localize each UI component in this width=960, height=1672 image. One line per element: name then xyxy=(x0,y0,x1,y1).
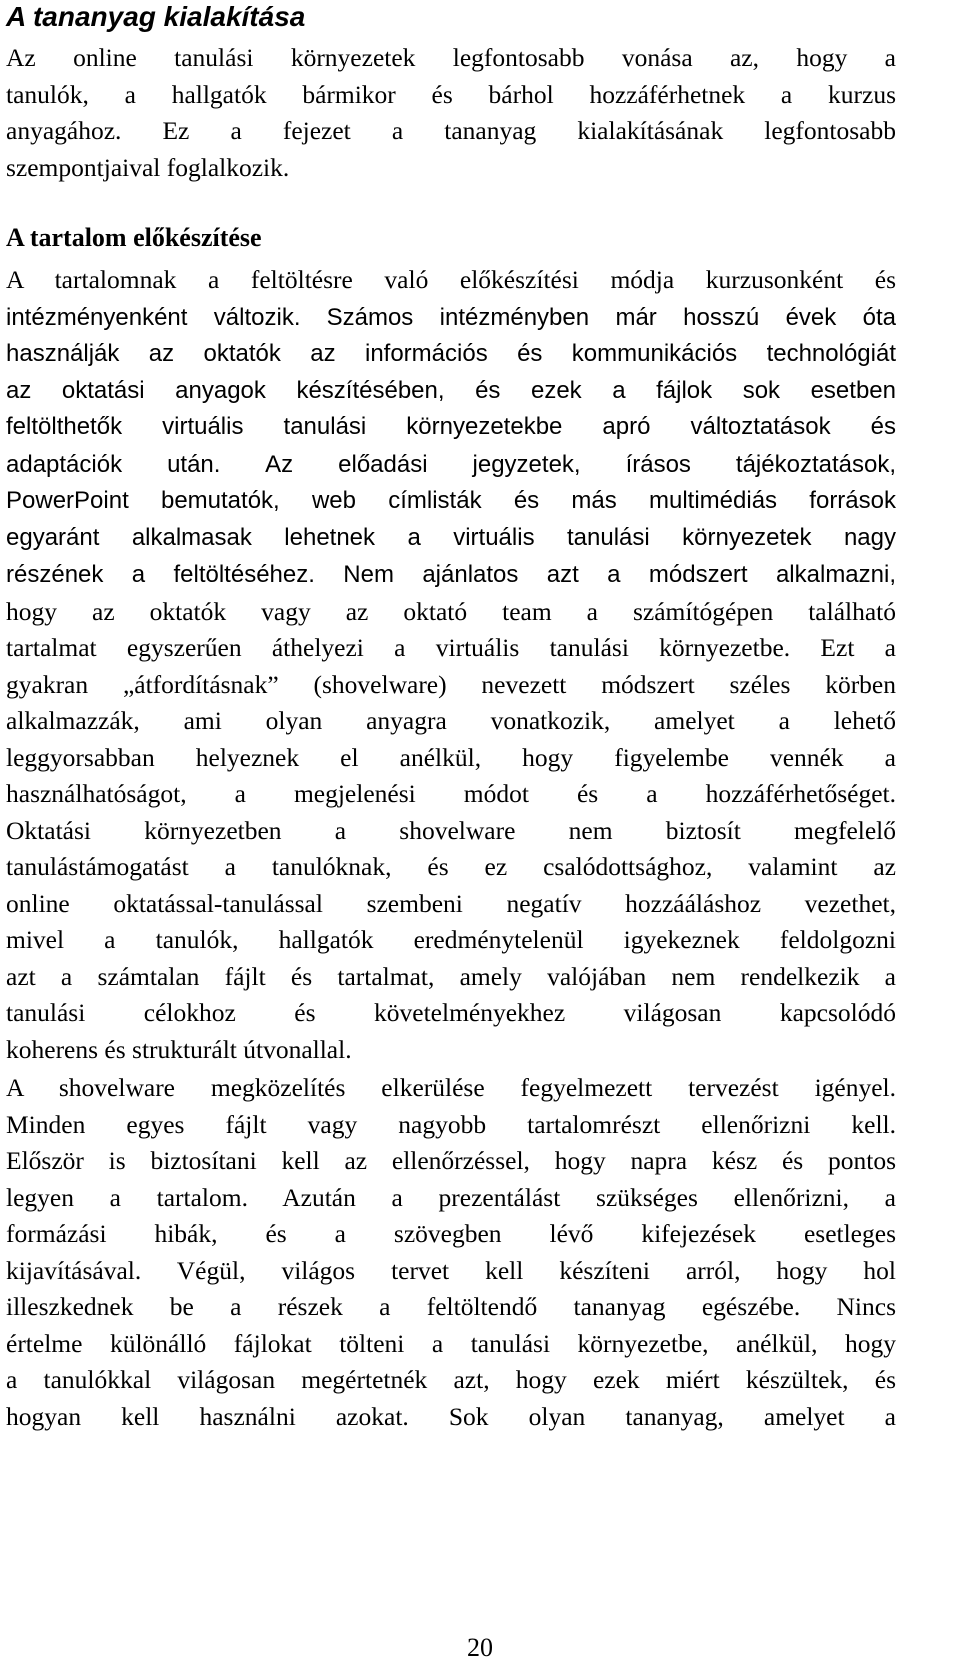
text-line: alkalmazzák, ami olyan anyagra vonatkozik, amelyet a lehető xyxy=(6,706,896,735)
text-line: feltölthetők virtuális tanulási környezetekbe apró változtatások és xyxy=(6,413,896,440)
text-line: tartalmat egyszerűen áthelyezi a virtuális tanulási környezetbe. Ezt a xyxy=(6,633,896,662)
page-number: 20 xyxy=(467,1633,493,1662)
text-line: PowerPoint bemutatók, web címlisták és más multimédiás források xyxy=(6,487,896,514)
text-line: online oktatással-tanulással szembeni negatív hozzááláshoz vezethet, xyxy=(6,888,896,918)
text-line: koherens és strukturált útvonallal. xyxy=(6,1034,352,1064)
text-line: A tartalomnak a feltöltésre való előkészítési módja kurzusonként és xyxy=(6,265,896,294)
text-line: egyaránt alkalmasak lehetnek a virtuális tanulási környezetek nagy xyxy=(6,523,896,551)
text-line: formázási hibák, és a szövegben lévő kifejezések esetleges xyxy=(6,1219,896,1248)
text-segment: részének a feltöltéséhez. Nem ajánlatos azt a módszert alkalmazni, xyxy=(6,561,896,588)
text-line: legyen a tartalom. Azután a prezentálást szükséges ellenőrizni, a xyxy=(6,1182,896,1212)
text-line: kijavításával. Végül, világos tervet kell készíteni arról, hogy hol xyxy=(6,1255,896,1285)
text-line: illeszkednek be a részek a feltöltendő tananyag egészébe. Nincs xyxy=(6,1292,896,1321)
text-line: szempontjaival foglalkozik. xyxy=(6,152,290,182)
chapter-heading: A tananyag kialakítása xyxy=(6,1,306,32)
text-line: Minden egyes fájlt vagy nagyobb tartalomrészt ellenőrizni kell. xyxy=(6,1109,896,1139)
text-line: mivel a tanulók, hallgatók eredménytelenül igyekeznek feldolgozni xyxy=(6,925,896,954)
text-line: hogyan kell használni azokat. Sok olyan tananyag, amelyet a xyxy=(6,1401,896,1431)
text-line: A shovelware megközelítés elkerülése fegyelmezett tervezést igényel. xyxy=(6,1073,896,1102)
text-line: használhatóságot, a megjelenési módot és a hozzáférhetőséget. xyxy=(6,779,896,808)
text-line-mixed xyxy=(6,556,896,594)
section-heading: A tartalom előkészítése xyxy=(6,223,262,252)
text-line: leggyorsabban helyeznek el anélkül, hogy figyelembe vennék a xyxy=(6,742,896,772)
text-line: azt a számtalan fájlt és tartalmat, amely valójában nem rendelkezik a xyxy=(6,961,896,991)
text-segment: adaptációk után. xyxy=(6,450,221,478)
body-paragraph xyxy=(6,1070,896,1435)
text-segment: intézményenként változik. xyxy=(6,303,301,331)
text-line-mixed xyxy=(6,446,896,484)
text-line: anyagához. Ez a fejezet a tananyag kialakításának legfontosabb xyxy=(6,116,896,145)
section-paragraph xyxy=(6,262,896,1068)
text-segment: Az előadási jegyzetek, írásos tájékoztatások, xyxy=(265,450,897,478)
text-line: tanulók, a hallgatók bármikor és bárhol hozzáférhetnek a kurzus xyxy=(6,79,896,109)
text-line: Először is biztosítani kell az ellenőrzéssel, hogy napra kész és pontos xyxy=(6,1146,896,1175)
intro-paragraph xyxy=(6,40,896,186)
text-line-mixed xyxy=(6,299,896,337)
text-line: Az online tanulási környezetek legfontosabb vonása az, hogy a xyxy=(6,43,896,72)
text-segment: Számos intézményben már hosszú évek óta xyxy=(326,303,896,331)
text-line: tanulástámogatást a tanulóknak, és ez csalódottsághoz, valamint az xyxy=(6,852,896,881)
text-line: értelme különálló fájlokat tölteni a tanulási környezetbe, anélkül, hogy xyxy=(6,1328,896,1358)
text-line: az oktatási anyagok készítésében, és ezek a fájlok sok esetben xyxy=(6,376,896,404)
text-line: használják az oktatók az információs és kommunikációs technológiát xyxy=(6,340,896,367)
text-line: Oktatási környezetben a shovelware nem biztosít megfelelő xyxy=(6,815,896,845)
text-line: gyakran „átfordításnak” (shovelware) nevezett módszert széles körben xyxy=(6,669,896,699)
text-line: a tanulókkal világosan megértetnék azt, hogy ezek miért készültek, és xyxy=(6,1365,896,1394)
text-line: hogy az oktatók vagy az oktató team a számítógépen található xyxy=(6,596,896,626)
text-line: tanulási célokhoz és követelményekhez világosan kapcsolódó xyxy=(6,998,896,1027)
